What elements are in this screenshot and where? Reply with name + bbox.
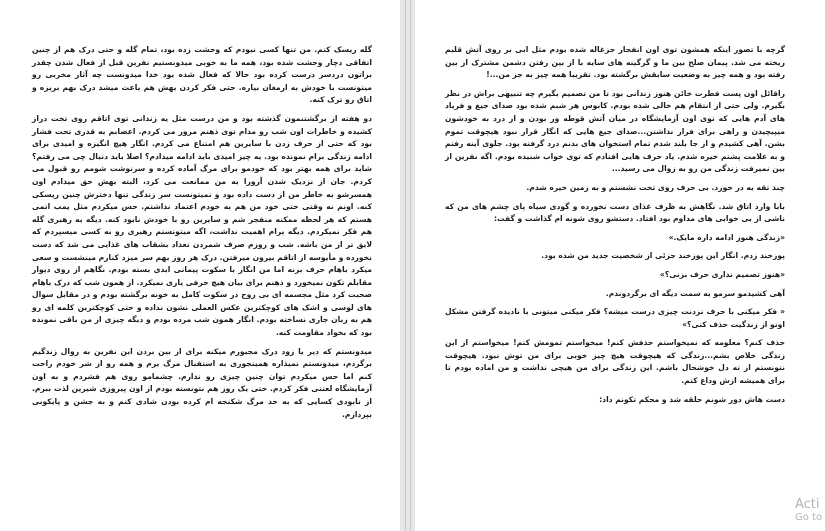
paragraph: چند تقه به در خورد. بی حرف روی تخت نشستم و به زمین خیره شدم. [526, 182, 785, 192]
page-divider [405, 0, 406, 531]
paragraph: آهی کشیدمو سرمو به سمت دیگه ای برگردوندم. [605, 288, 785, 298]
paragraph: گله ریسک کنم. من تنها کسی نبودم که وحشت زده بود، تمام گله و حتی درک هم از چنین اتفاقی دچار وحشت شده بود، همه ما به خوبی میدونستیم نفرین قبل از فعال شدن چقدر براتون دردسر درست کرده بود حالا که فعال شده بود خدا میدونست چه آثار مخربی رو میتونست با خودش به ارمغان بیاره. حتی فکر کردن بهش هم باعث میشد درک بهم بریزه و اتاق رو ترک کنه. [32, 45, 372, 105]
paragraph: حذف کنم؟ معلومه که نمیخواستم حذفش کنم! میخواستم تمومش کنم! میخواستم از این زندگی خلاص بشم...زندگی که هیچوقت هیچ چیز خوبی برای من توش نبود. هیچوقت نتونستم از ته دل خوشحال باشم. این زندگی برای من هیچی نداشت و من اماده بودم تا برای همیشه ازش وداع کنم. [445, 338, 785, 386]
paragraph: « فکر میکنی با حرف نزدنت چیزی درست میشه؟ فکر میکنی میتونی با نادیده گرفتن مشکل اونو از زندگیت حذف کنی؟» [445, 307, 785, 329]
watermark-line-2: Go to [795, 512, 823, 523]
page-divider [410, 0, 411, 531]
paragraph: «زندگی هنوز ادامه داره مایک.» [668, 232, 785, 242]
paragraph: بابا وارد اتاق شد. نگاهش به ظرف غذای دست نخورده و گودی سیاه پای چشم های من که ناشی از بی خوابی های مداوم بود افتاد. دستشو روی شونه ام گذاشت و گفت: [445, 201, 785, 224]
paragraph: «هنوز تصمیم نداری حرف بزنی؟» [659, 269, 785, 279]
left-page-text [32, 44, 372, 427]
left-page [0, 0, 400, 531]
watermark-line-1: Acti [795, 497, 820, 512]
paragraph: راقائل اون پست فطرت خائن هنوز زندانی بود تا من تصمیم بگیرم چه تنبیهی براش در نظر بگیرم. ولی حتی از انتقام هم خالی شده بودم. کابوس هر شبم شده بود صدای جیغ و فریاد های آدم هایی که توی اون آزمایشگاه در میان آتش قوطه ور بودن و از درد به خودشون میپیچیدن و راهی برای فرار نداشتن...صدای جیغ هایی که انگار قرار نبود هیچوقت تموم بشن. آهی کشیدم و از جا بلند شدم تمام استخوان های بدنم درد گرفته بود. جلوی آینه رفتم و به علامت پشتم خیره شدم. یاد حرف هایی افتادم که توی خواب شنیده بودم. اگه نفرین از بین نمیرفت زندگی من رو به زوال می رسید... [445, 88, 785, 174]
right-page-text [445, 44, 785, 412]
paragraph: دست هاش دور شونم حلقه شد و محکم تکونم داد: [599, 394, 785, 404]
paragraph: پوزخند زدم. انگار این پوزخند جزئی از شخصیت جدید من شده بود. [541, 251, 785, 261]
right-page [415, 0, 825, 531]
paragraph: دو هفته از برگشتنمون گذشته بود و من درست مثل یه زندانی توی اتاقم روی تخت دراز کشیده و خاطرات اون شب رو مدام توی ذهنم مرور می کردم. اعصابم به قدری تحت فشار بود که حتی از حرف زدن با سایرین هم امتناع می کردم. انگار هیچ انگیزه و امیدی برای ادامه زندگی برام نمونده بود. یه چیز امیدی باید ادامه میدادم؟ اصلا باید دنبال چی می رفتم؟ شاید برای همه بهتر بود که خودمو برای مرگ آماده کرده و سرنوشت شومم رو قبول می کردم. جان از نزدیک شدن آرورا به من ممانعت می کرد، البته بهش حق میدادم اون همسرشو به خاطر من از دست داده بود و نمیتونست سر زندگی تنها دخترش چنین ریسکی کنه. اونم نه وقتی حتی خود من هم به خودم اعتماد نداشتم. حس میکردم مثل یمب اتمی هستم که هر لحظه ممکنه منفجر شم و سایرین رو با خودش نابود کنه. دیگه به رهبری گله هم فکر نمیکردم. دیگه برام اهمیت نداشت، اگه میتونستم رهبری رو به کسی میسپردم که لایق تر از من باشه. شب و روزم صرف شمردن تعداد بشقاب های غذایی می شد که دست نخورده و مأیوسه از اتاقم بیرون میرفتن. درک هر روز بهم سر میزد کنارم مینشست و سعی میکرد باهام حرف بزنه اما من انگار با سکوت پیمانی ابدی بسته بودم. نگاهم از روی دیوار مقابلم تکون نمیخورد و ذهنم برای بیان هیچ حرفی یاری نمیکرد. از همون شب که درک باهام صحبت کرد مثل مجسمه ای بی روح در سکوت کامل به خونه برگشته بودم و در مقابل سوال های لوسی و اشک های کوچکترین عکس العملی نشون نداده و حتی کوچکترین کلمه ای رو هم به زبان جاری نساخته بودم. انگار همون شب مرده بودم و دیگه چیزی از من باقی نمونده بود که بخواد مقاومت کنه. [32, 113, 372, 338]
paragraph: گرچه با تصور اینکه همشون توی اون انفجار جزغاله شده بودم مثل ابی بر روی آتش قلبم ریخته می شد. پیمان صلح بین ما و گرگینه های سایه با از بین رفتن دشمن مشترک از بین رفته بود و همه چیز به وضعیت سابقش برگشته بود. تقریبا همه چیز به جز من...! [445, 45, 785, 80]
paragraph: میدونستم که دیر یا زود درک مجبورم میکنه برای از بین بردن این نفرین به روال زندگیم برگردم، میدونستم نمیذاره همینجوری به استقبال مرگ برم و همه رو از شر خودم راحت کنم اما حس میکردم توان چنین چیزی رو ندارم. چشمامو روی هم فشردم و به اون آزمایشگاه لعنتی فکر کردم. حتی یک روز هم نتونسته بودم از اون پیروزی شیرین لذت ببرم. از نابودی کسایی که به حد مرگ شکنجه ام کرده بودن شادی کنم و به جشن و پایکوبی بپردازم. [32, 346, 372, 419]
activation-watermark [795, 498, 822, 524]
